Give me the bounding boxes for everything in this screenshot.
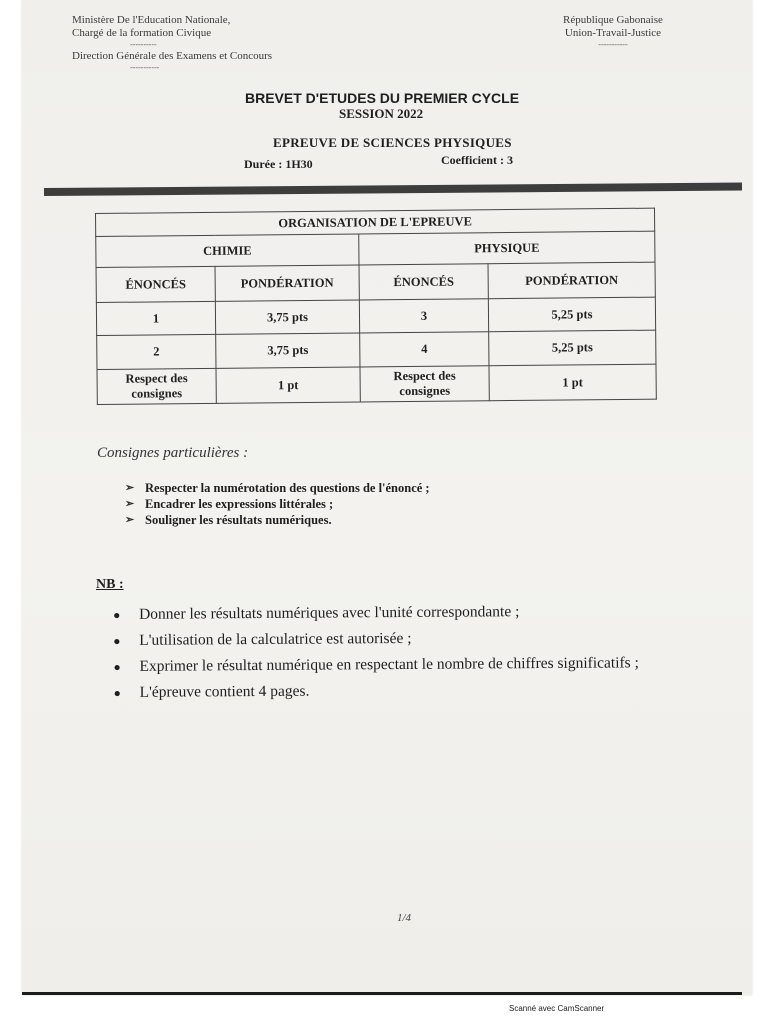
table-cell: 2 [97,334,216,369]
scanner-watermark: Scanné avec CamScanner [509,1004,605,1013]
ministry-subtitle: Chargé de la formation Civique [72,27,212,39]
respect-label-line: consignes [131,386,183,401]
column-header-enonces: ÉNONCÉS [359,264,488,300]
nb-list [113,598,639,706]
ministry-header [72,14,272,73]
consignes-list [125,480,430,528]
table-title: ORGANISATION DE L'EPREUVE [96,208,655,236]
nb-text: L'épreuve contient 4 pages. [139,682,310,701]
header-separator: ----------- [130,63,160,72]
list-item [113,624,639,654]
column-header-ponderation: PONDÉRATION [488,262,655,299]
section-chimie: CHIMIE [96,234,359,268]
exam-session: SESSION 2022 [339,106,424,121]
respect-consignes-label [97,368,216,404]
arrowhead-bullet-icon: ➢ [125,514,135,526]
list-item [113,598,639,628]
table-cell: 3,75 pts [216,333,360,368]
list-item [114,676,640,706]
organisation-table [95,208,657,405]
respect-label-line: Respect des [393,368,456,384]
republic-header [563,14,663,50]
section-physique: PHYSIQUE [359,231,655,265]
column-header-ponderation: PONDÉRATION [215,265,359,301]
arrowhead-bullet-icon: ➢ [125,482,135,494]
bottom-divider [22,992,742,995]
nb-text: Exprimer le résultat numérique en respectant le nombre de chiffres significatifs ; [139,654,639,675]
table-cell: 3,75 pts [215,300,359,334]
arrowhead-bullet-icon: ➢ [125,498,135,510]
nb-text: L'utilisation de la calculatrice est autorisée ; [139,629,412,649]
exam-title: BREVET D'ETUDES DU PREMIER CYCLE [245,90,520,106]
respect-label-line: Respect des [125,371,188,386]
list-item [125,496,430,512]
exam-duration: Durée : 1H30 [244,157,313,171]
dot-bullet-icon: ● [113,685,121,700]
table-row [97,330,656,369]
dot-bullet-icon: ● [113,607,121,622]
table-row [97,364,656,404]
nb-title: NB : [96,577,124,592]
header-separator: ----------- [598,40,628,49]
respect-points: 1 pt [216,367,360,403]
table-cell: 5,25 pts [489,330,656,366]
list-item [125,480,430,496]
consigne-text: Souligner les résultats numériques. [145,513,332,527]
consignes-title: Consignes particulières : [97,445,249,461]
table-cell: 3 [359,299,488,333]
consigne-text: Respecter la numérotation des questions de l'énoncé ; [145,481,430,495]
dot-bullet-icon: ● [113,659,121,674]
consigne-text: Encadrer les expressions littérales ; [145,497,334,511]
republic-motto: Union-Travail-Justice [564,27,662,39]
column-header-enonces: ÉNONCÉS [96,266,215,302]
table-cell: 1 [96,301,215,335]
header-separator: ---------- [130,40,157,49]
table-cell: 4 [360,332,489,367]
page-number: 1/4 [397,912,412,924]
exam-coefficient: Coefficient : 3 [441,153,513,167]
republic-name: République Gabonaise [563,14,663,26]
directorate-name: Direction Générale des Examens et Concours [72,50,273,62]
table-cell: 5,25 pts [488,297,655,332]
exam-subject: EPREUVE DE SCIENCES PHYSIQUES [273,135,512,150]
nb-text: Donner les résultats numériques avec l'unité correspondante ; [139,603,520,623]
respect-consignes-label [360,366,489,402]
list-item [125,512,430,528]
list-item [113,650,639,680]
respect-label-line: consignes [399,383,451,399]
dot-bullet-icon: ● [113,633,121,648]
ministry-name: Ministère De l'Education Nationale, [72,14,231,26]
table-row [96,297,655,335]
respect-points: 1 pt [489,364,656,401]
